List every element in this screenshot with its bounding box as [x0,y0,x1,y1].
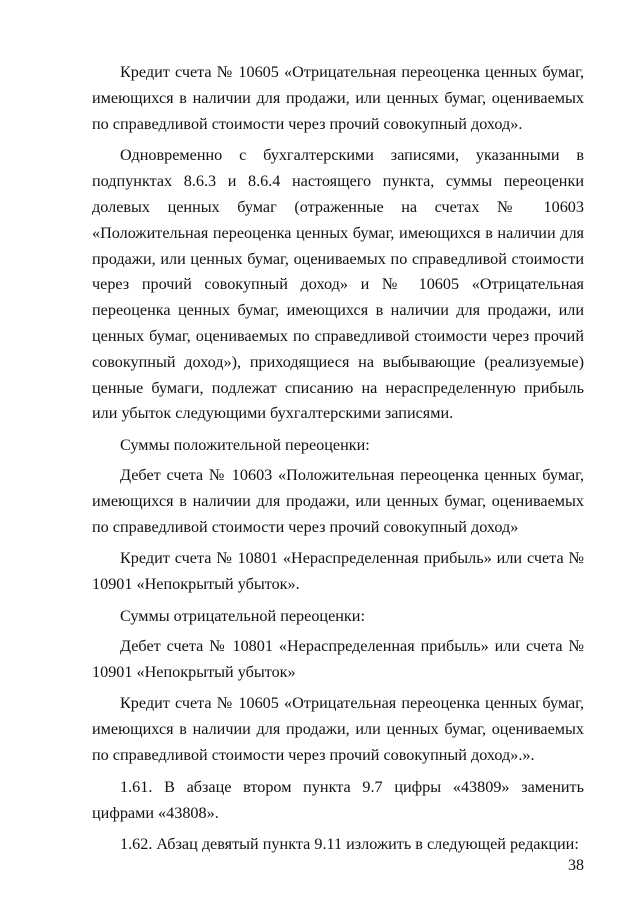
paragraph-credit-10605: Кредит счета № 10605 «Отрицательная переоценка ценных бумаг, имеющихся в наличии для продажи, или ценных бумаг, оцениваемых по справедливой стоимости через прочий совокупный доход». [92,63,584,133]
paragraph-simultaneously: Одновременно с бухгалтерскими записями, указанными в подпунктах 8.6.3 и 8.6.4 настоящего пункта, суммы переоценки долевых ценных бумаг (отраженные на счетах № 10603 «Положительная переоценка ценных бумаг, имеющихся в наличии для продажи, или ценных бумаг, оцениваемых по справедливой стоимости через прочий совокупный доход» и № 10605 «Отрицательная переоценка ценных бумаг, имеющихся в наличии для продажи, или ценных бумаг, оцениваемых по справедливой стоимости через прочий совокупный доход»), приходящиеся на выбывающие (реализуемые) ценные бумаги, подлежат списанию на нераспределенную прибыль или убыток следующими бухгалтерскими записями. [92,146,584,423]
paragraph-item-1-62: 1.62. Абзац девятый пункта 9.11 изложить в следующей редакции: [120,835,579,854]
paragraph-negative-revaluation-heading: Суммы отрицательной переоценки: [120,606,365,625]
page-number: 38 [568,857,584,874]
paragraph-credit-10801: Кредит счета № 10801 «Нераспределенная прибыль» или счета № 10901 «Непокрытый убыток». [92,549,584,594]
paragraph-debit-10801: Дебет счета № 10801 «Нераспределенная прибыль» или счета № 10901 «Непокрытый убыток» [92,636,584,681]
paragraph-positive-revaluation-heading: Суммы положительной переоценки: [120,436,370,455]
document-body [92,60,584,864]
paragraph-debit-10603: Дебет счета № 10603 «Положительная переоценка ценных бумаг, имеющихся в наличии для продажи, или ценных бумаг, оцениваемых по справедливой стоимости через прочий совокупный доход» [92,465,584,536]
paragraph-credit-10605-closing: Кредит счета № 10605 «Отрицательная переоценка ценных бумаг, имеющихся в наличии для продажи, или ценных бумаг, оцениваемых по справедливой стоимости через прочий совокупный доход».». [92,694,584,764]
paragraph-item-1-61: 1.61. В абзаце втором пункта 9.7 цифры «43809» заменить цифрами «43808». [92,777,584,822]
